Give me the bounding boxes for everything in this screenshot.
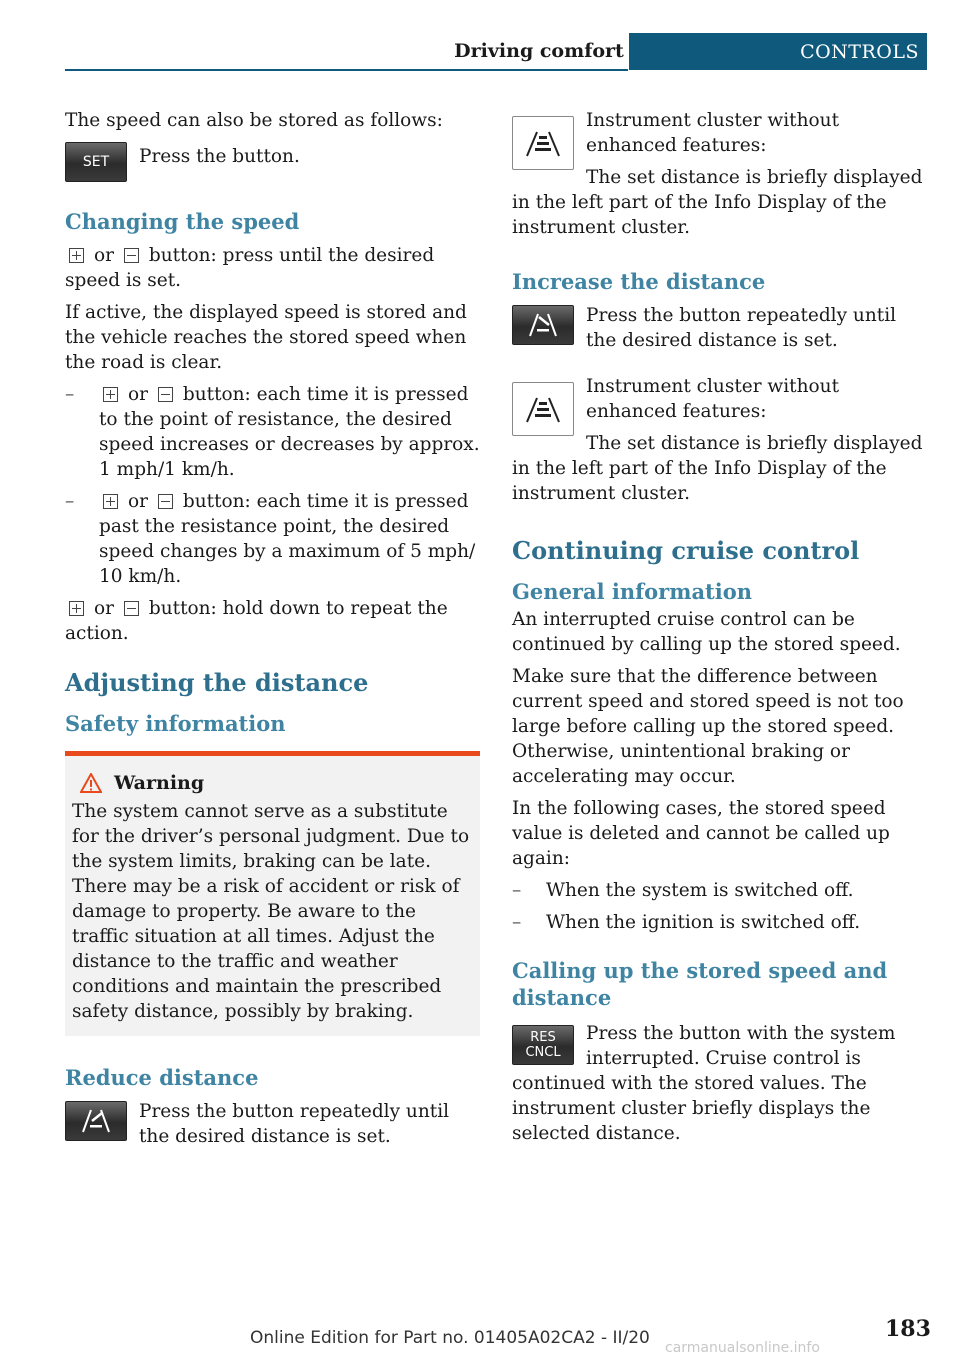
res-cncl-note: [512, 1021, 927, 1146]
list-item: [65, 382, 480, 482]
press-until-paragraph: [65, 243, 480, 293]
cluster-note-2: [512, 374, 927, 506]
press-until-text: button: press until the desired speed is set.: [65, 245, 435, 291]
calling-up-heading: Calling up the stored speed and distance: [512, 958, 888, 1010]
distance-increase-button-icon: [512, 305, 574, 345]
set-button-row: [65, 140, 480, 182]
list-item-text: When the ignition is switched off.: [546, 912, 861, 933]
header-section-title: Driving comfort: [454, 40, 624, 62]
or-word: or: [94, 245, 114, 266]
speed-change-list: [65, 382, 480, 589]
warning-text: The system cannot serve as a substitute for the driver’s personal judgment. Due to the system limits, braking can be late. There may be a risk of accident or risk of damage to property. Be aware to the traffic situation at all times. Adjust the distance to the traffic and weather conditions and maintain the prescribed safety distance, possibly by braking.: [72, 801, 470, 1022]
hold-down-text: button: hold down to repeat the action.: [65, 598, 448, 644]
or-word: or: [94, 598, 114, 619]
footer-edition: Online Edition for Part no. 01405A02CA2 - II/20: [250, 1328, 650, 1348]
general-paragraph-1: An interrupted cruise control can be continued by calling up the stored speed.: [512, 609, 901, 655]
reduce-distance-row: [65, 1099, 480, 1156]
cluster-text-2: The set distance is briefly displayed in the left part of the Info Display of the instrument cluster.: [512, 433, 923, 504]
increase-distance-row: [512, 303, 927, 360]
cluster-label-1: Instrument cluster without enhanced features:: [586, 110, 840, 156]
dash-marker: –: [65, 384, 75, 405]
plus-key-icon: [69, 601, 84, 616]
increase-distance-heading: Increase the distance: [512, 269, 766, 294]
list-item-text: When the system is switched off.: [546, 880, 854, 901]
plus-key-icon: [103, 494, 118, 509]
safety-information-heading: Safety information: [65, 711, 286, 736]
or-word: or: [128, 491, 148, 512]
list-item-text: button: each time it is pressed to the point of resistance, the desired speed increases or decreases by approx. 1 mph/1 km/h.: [99, 384, 480, 480]
cncl-label: CNCL: [525, 1045, 561, 1060]
intro-text: The speed can also be stored as follows:: [65, 110, 443, 131]
increase-distance-text: Press the button repeatedly until the desired distance is set.: [586, 305, 897, 351]
list-item: [512, 878, 927, 903]
calling-text: Press the button with the system interrupted. Cruise control is continued with the stored values. The instrument cluster briefly displays the selected distance.: [512, 1023, 896, 1144]
distance-display-icon: [512, 382, 574, 436]
warning-triangle-icon: [80, 773, 102, 793]
right-column: [512, 108, 927, 1153]
warning-title: [72, 772, 470, 794]
minus-key-icon: [124, 248, 139, 263]
res-cncl-button-icon: [512, 1025, 574, 1065]
minus-key-icon: [158, 494, 173, 509]
dash-marker: –: [512, 880, 522, 901]
warning-title-text: Warning: [114, 772, 205, 794]
changing-speed-heading: Changing the speed: [65, 209, 300, 234]
set-text: Press the button.: [139, 146, 300, 167]
adjusting-distance-heading: Adjusting the distance: [65, 668, 369, 697]
plus-key-icon: [69, 248, 84, 263]
watermark: carmanualsonline.info: [665, 1340, 820, 1356]
reduce-distance-text: Press the button repeatedly until the desired distance is set.: [139, 1101, 450, 1147]
cluster-label-2: Instrument cluster without enhanced features:: [586, 376, 840, 422]
left-column: [65, 108, 480, 1163]
header-chapter-tab: CONTROLS: [629, 33, 927, 70]
hold-down-paragraph: [65, 596, 480, 646]
plus-key-icon: [103, 387, 118, 402]
cluster-note-1: [512, 108, 927, 240]
list-item: [65, 489, 480, 589]
dash-marker: –: [65, 491, 75, 512]
or-word: or: [128, 384, 148, 405]
dash-marker: –: [512, 912, 522, 933]
continuing-cruise-control-heading: Continuing cruise control: [512, 536, 860, 565]
reduce-distance-heading: Reduce distance: [65, 1065, 259, 1090]
warning-box: [65, 751, 480, 1036]
general-paragraph-2: Make sure that the difference between current speed and stored speed is not too large before calling up the stored speed. Otherwise, unintentional braking or accelerating may occur.: [512, 666, 904, 787]
cluster-text-1: The set distance is briefly displayed in the left part of the Info Display of the instrument cluster.: [512, 167, 923, 238]
res-label: RES: [530, 1030, 556, 1045]
page-number: 183: [885, 1316, 931, 1342]
general-paragraph-3: In the following cases, the stored speed value is deleted and cannot be called up again:: [512, 798, 890, 869]
minus-key-icon: [124, 601, 139, 616]
distance-reduce-button-icon: [65, 1101, 127, 1141]
distance-display-icon: [512, 116, 574, 170]
list-item-text: button: each time it is pressed past the resistance point, the desired speed changes by a maximum of 5 mph/ 10 km/h.: [99, 491, 476, 587]
set-button-icon: SET: [65, 142, 127, 182]
minus-key-icon: [158, 387, 173, 402]
general-information-heading: General information: [512, 579, 753, 604]
deleted-cases-list: [512, 878, 927, 935]
header-rule: [65, 69, 628, 71]
if-active-paragraph: If active, the displayed speed is stored and the vehicle reaches the stored speed when the road is clear.: [65, 302, 467, 373]
list-item: [512, 910, 927, 935]
